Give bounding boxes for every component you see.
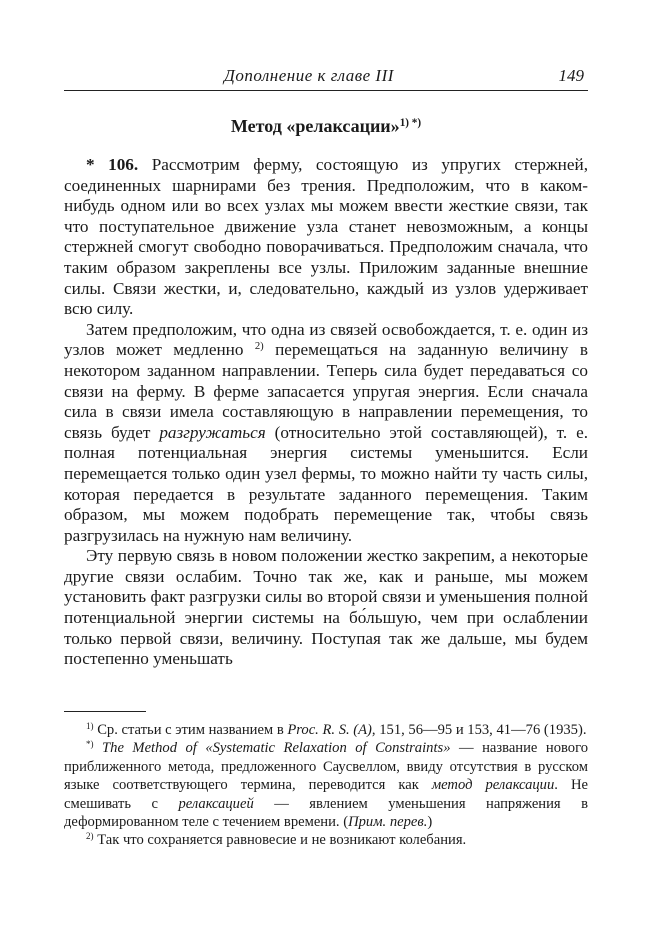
- footnote-star-text-c: — явлением уменьшения напряжения в деформированном теле с течением времени. (: [64, 795, 588, 831]
- section-title: [0, 116, 652, 137]
- emphasis-unloading: разгружаться: [159, 422, 266, 442]
- footnote-star-term-1: метод релаксации: [431, 777, 555, 794]
- footnote-star-mark: *): [86, 739, 94, 750]
- paragraph-1: [64, 155, 588, 320]
- footnote-1-journal: Proc. R. S. (A): [287, 722, 372, 738]
- footnote-2: [64, 831, 588, 849]
- footnote-1-mark: 1): [86, 721, 94, 732]
- footnote-2-mark: 2): [86, 831, 94, 842]
- footnote-star-text-b: . Не смешивать с: [64, 777, 588, 812]
- footnote-star-title: The Method of «Systematic Relaxation of Constraints»: [102, 740, 451, 757]
- page-number: 149: [558, 66, 584, 85]
- paragraph-2: [64, 320, 588, 547]
- paragraph-1-text: Рассмотрим ферму, состоящую из упругих стержней, соединенных шарнирами без трения. Предположим, что в каком-нибудь одном или во всех узлах мы можем ввести жесткие связи, так что поступательное движение узла станет невозможным, а концы стержней смогут свободно поворачиваться. Предположим сначала, что таким образом закреплены все узлы. Приложим заданные внешние силы. Связи жестки, и, следовательно, каждый из узлов удерживает всю силу.: [64, 155, 588, 319]
- paragraph-2-text-c: (относительно этой составляющей), т. е. полная потенциальная энергия системы уменьшится. Если перемещается только один узел фермы, то можно найти ту часть силы, которая передается в результате заданного перемещения. Таким образом, мы можем подобрать перемещение так, чтобы связь разгрузилась на нужную нам величину.: [64, 422, 588, 545]
- footnote-1: [64, 721, 588, 739]
- footnote-1-text-b: , 151, 56—95 и 153, 41—76 (1935).: [371, 722, 587, 738]
- main-text: [64, 155, 588, 670]
- section-title-footnote-marks: 1) *): [399, 116, 422, 129]
- footnote-star: [64, 739, 588, 831]
- running-title: Дополнение к главе III: [224, 66, 394, 85]
- footnote-star-translator-note: Прим. перев.: [348, 814, 428, 831]
- section-number: * 106.: [86, 155, 139, 174]
- paragraph-2-text-a: Затем предположим, что одна из связей освобождается, т. е. один из узлов может медленно: [64, 319, 588, 360]
- section-title-text: Метод «релаксации»: [230, 116, 400, 136]
- footnote-divider: [64, 711, 146, 712]
- footnote-star-text-a: — название нового приближенного метода, предложенного Саусвеллом, ввиду отсутствия в русском языке соответствующего термина, переводится как: [64, 740, 588, 794]
- footnotes: [64, 721, 588, 850]
- footnote-star-term-2: релаксацией: [178, 795, 254, 812]
- footnote-1-text-a: Ср. статьи с этим названием в: [93, 722, 288, 738]
- footnote-star-text-d: ): [427, 814, 433, 831]
- paragraph-3: Эту первую связь в новом положении жестко закрепим, а некоторые другие связи ослабим. Точно так же, как и раньше, мы можем установить факт разгрузки силы во второй связи и уменьшения полной потенциальной энергии системы на бо́льшую, чем при ослаблении только первой связи, величину. Поступая так же дальше, мы будем постепенно уменьшать: [64, 546, 588, 669]
- footnote-2-text: Так что сохраняется равновесие и не возникают колебания.: [93, 832, 467, 849]
- paragraph-2-text-b: перемещаться на заданную величину в некотором заданном направлении. Теперь сила будет передаваться со связи на ферму. В ферме запасается упругая энергия. Если сначала сила в связи имела составляющую в направлении перемещения, то связь будет: [64, 340, 588, 442]
- running-header: [64, 66, 588, 91]
- footnote-ref-2: 2): [254, 341, 264, 353]
